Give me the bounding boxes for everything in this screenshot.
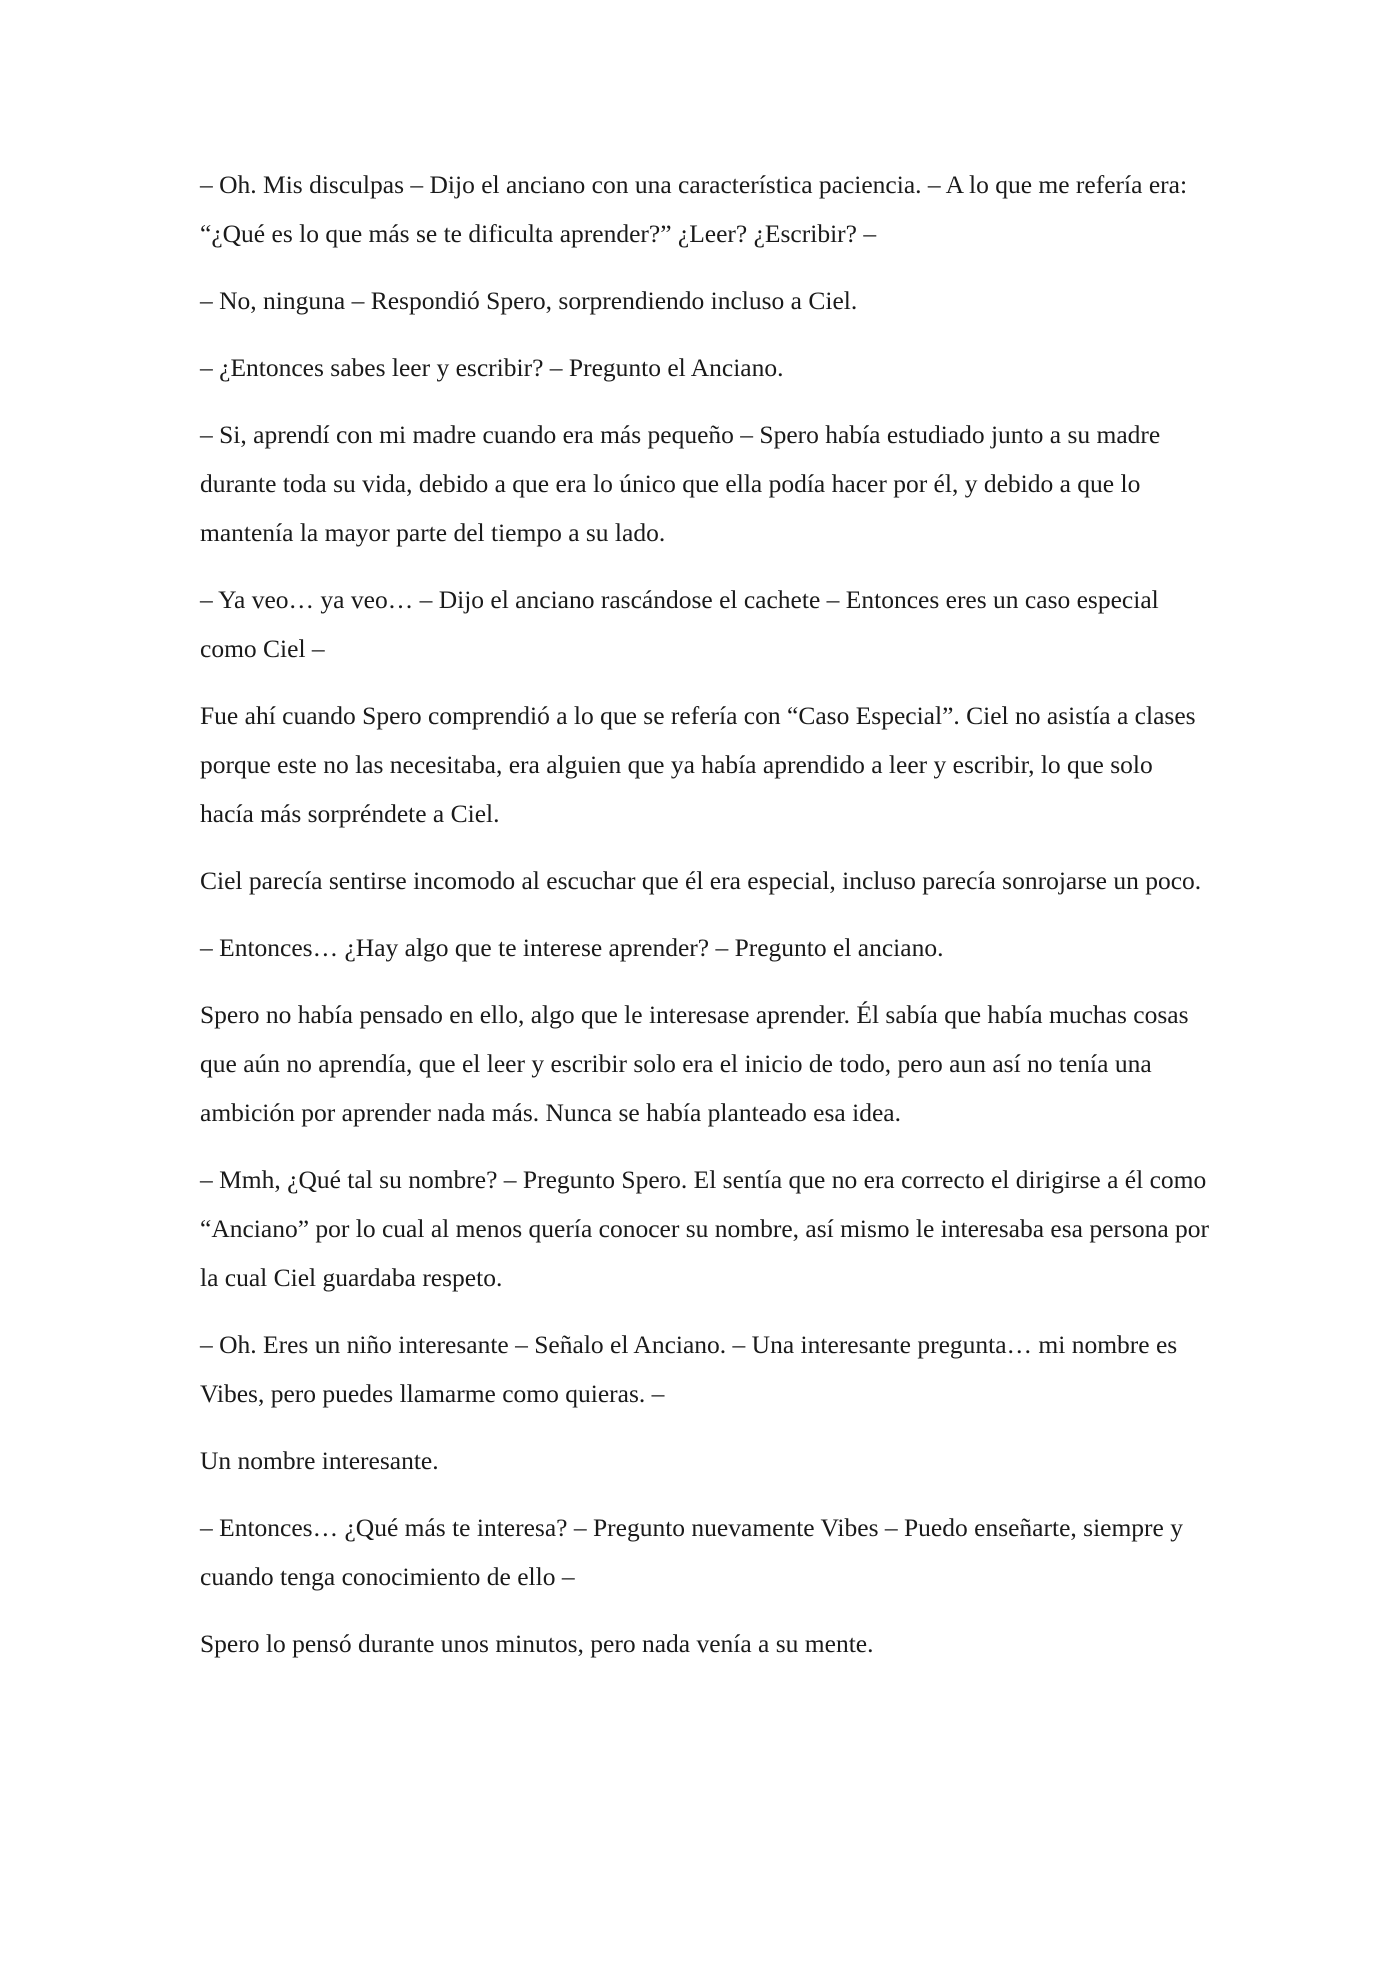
paragraph: Un nombre interesante. bbox=[200, 1446, 439, 1475]
paragraph: – Si, aprendí con mi madre cuando era más pequeño – Spero había estudiado junto a su madre durante toda su vida, debido a que era lo único que ella podía hacer por él, y debido a que lo mantenía la mayor parte del tiempo a su lado. bbox=[200, 420, 1161, 547]
paragraph: – Mmh, ¿Qué tal su nombre? – Pregunto Spero. El sentía que no era correcto el dirigirse a él como “Anciano” por lo cual al menos quería conocer su nombre, así mismo le interesaba esa persona por la cual Ciel guardaba respeto. bbox=[200, 1165, 1210, 1292]
paragraph: Spero lo pensó durante unos minutos, pero nada venía a su mente. bbox=[200, 1629, 874, 1658]
paragraph: Fue ahí cuando Spero comprendió a lo que se refería con “Caso Especial”. Ciel no asistía a clases porque este no las necesitaba, era alguien que ya había aprendido a leer y escribir, lo que solo hacía más sorpréndete a Ciel. bbox=[200, 701, 1196, 828]
paragraph: – Oh. Mis disculpas – Dijo el anciano con una característica paciencia. – A lo que me refería era: “¿Qué es lo que más se te dificulta aprender?” ¿Leer? ¿Escribir? – bbox=[200, 170, 1188, 248]
paragraph: Spero no había pensado en ello, algo que le interesase aprender. Él sabía que había muchas cosas que aún no aprendía, que el leer y escribir solo era el inicio de todo, pero aun así no tenía una ambición por aprender nada más. Nunca se había planteado esa idea. bbox=[200, 1000, 1189, 1127]
paragraph: – ¿Entonces sabes leer y escribir? – Pregunto el Anciano. bbox=[200, 353, 784, 382]
paragraph: – No, ninguna – Respondió Spero, sorprendiendo incluso a Ciel. bbox=[200, 286, 858, 315]
paragraph: – Ya veo… ya veo… – Dijo el anciano rascándose el cachete – Entonces eres un caso especial como Ciel – bbox=[200, 585, 1159, 663]
paragraph: – Entonces… ¿Hay algo que te interese aprender? – Pregunto el anciano. bbox=[200, 933, 944, 962]
paragraph: Ciel parecía sentirse incomodo al escuchar que él era especial, incluso parecía sonrojarse un poco. bbox=[200, 866, 1202, 895]
paragraph: – Entonces… ¿Qué más te interesa? – Pregunto nuevamente Vibes – Puedo enseñarte, siempre y cuando tenga conocimiento de ello – bbox=[200, 1513, 1183, 1591]
body-text bbox=[200, 160, 1210, 1686]
paragraph: – Oh. Eres un niño interesante – Señalo el Anciano. – Una interesante pregunta… mi nombre es Vibes, pero puedes llamarme como quieras. – bbox=[200, 1330, 1178, 1408]
